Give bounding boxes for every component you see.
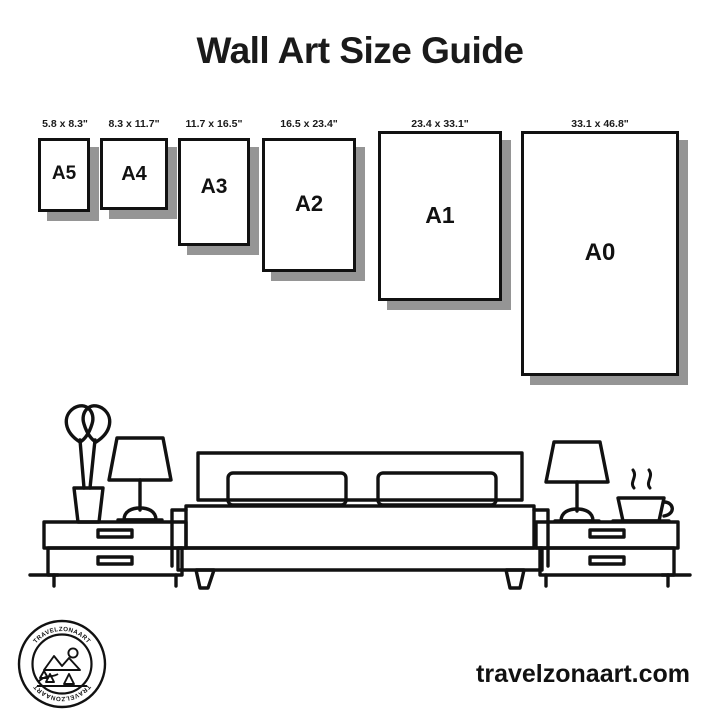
frame-dimension-label-a3: 11.7 x 16.5" <box>185 118 243 130</box>
frame-a0[interactable] <box>521 131 679 376</box>
footer <box>0 600 720 720</box>
page-title: Wall Art Size Guide <box>196 30 524 71</box>
vase-with-plant <box>66 406 109 522</box>
frame-dimension-label-a0: 33.1 x 46.8" <box>571 118 629 130</box>
frame-dimension-label-a2: 16.5 x 23.4" <box>280 118 338 130</box>
frame-name-a0: A0 <box>584 239 616 266</box>
logo-text-top: TRAVELZONAART <box>32 625 92 645</box>
right-table-lamp <box>546 442 608 521</box>
bed <box>172 453 548 588</box>
frame-name-a5: A5 <box>51 163 77 184</box>
frame-a4[interactable] <box>100 138 168 210</box>
left-nightstand <box>44 522 186 586</box>
frame-a2[interactable] <box>262 138 356 272</box>
left-table-lamp <box>109 438 171 520</box>
logo-text-bottom: TRAVELZONAART <box>32 683 92 703</box>
frame-a5[interactable] <box>38 138 90 212</box>
brand-logo[interactable] <box>16 618 108 710</box>
website-url[interactable]: travelzonaart.com <box>476 660 690 688</box>
frame-name-a3: A3 <box>200 175 228 198</box>
right-nightstand <box>536 522 678 586</box>
frame-name-a4: A4 <box>121 163 147 185</box>
frame-dimension-label-a1: 23.4 x 33.1" <box>411 118 469 130</box>
frame-name-a2: A2 <box>294 191 324 216</box>
frame-name-a1: A1 <box>425 202 455 228</box>
frame-a3[interactable] <box>178 138 250 246</box>
frame-dimension-label-a4: 8.3 x 11.7" <box>108 118 160 130</box>
coffee-cup <box>613 470 672 521</box>
logo-badge-icon <box>16 618 108 710</box>
bedroom-illustration <box>0 370 720 610</box>
furniture-svg <box>0 370 720 610</box>
frame-dimension-label-a5: 5.8 x 8.3" <box>42 118 88 130</box>
frame-a1[interactable] <box>378 131 502 301</box>
